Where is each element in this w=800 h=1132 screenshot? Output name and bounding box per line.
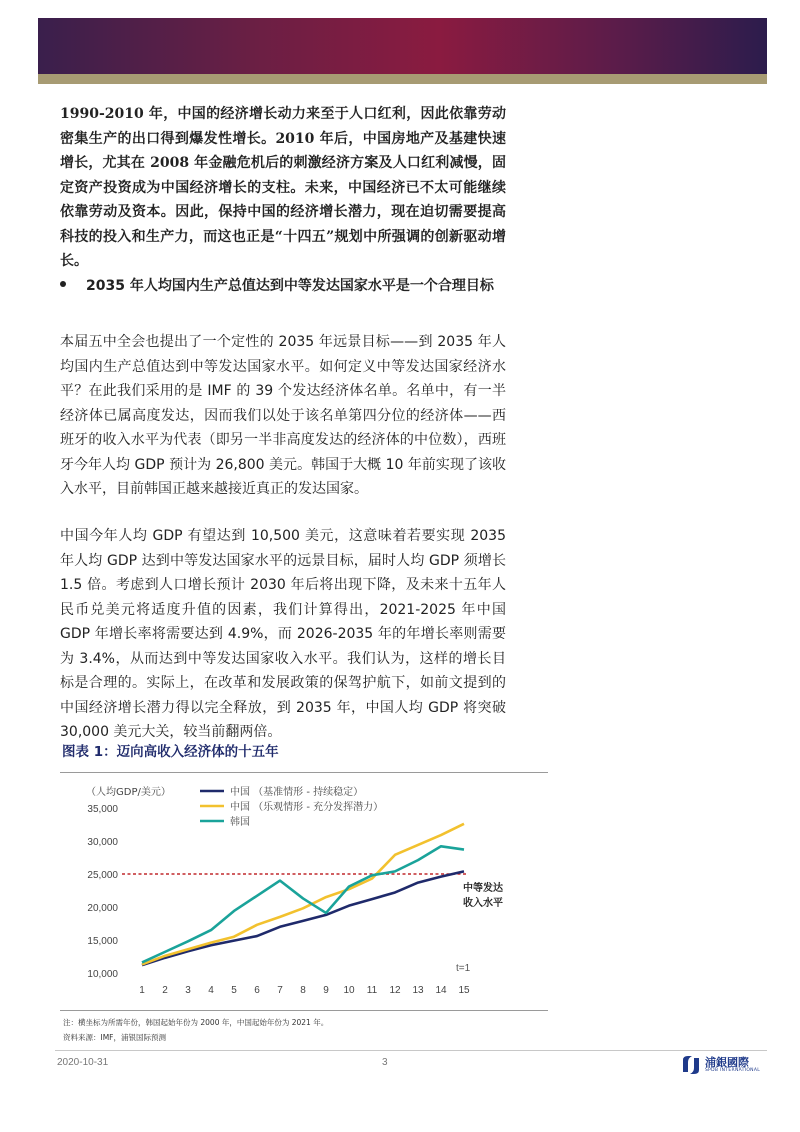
bullet-dot	[60, 281, 66, 287]
series-line-china_base	[142, 871, 464, 965]
x-tick-label: 2	[162, 985, 168, 996]
section-bullet-heading: 2035 年人均国内生产总值达到中等发达国家水平是一个合理目标	[86, 278, 494, 294]
x-tick-label: 4	[208, 985, 214, 996]
series-line-china_optimistic	[142, 824, 464, 965]
series-line-korea	[142, 846, 464, 962]
legend-label-china_optimistic: 中国 （乐观情形 - 充分发挥潜力）	[230, 802, 384, 813]
y-tick-label: 35,000	[87, 804, 118, 815]
spdb-logo-icon	[680, 1054, 702, 1076]
legend-label-korea: 韩国	[230, 817, 250, 828]
x-tick-label: 5	[231, 985, 237, 996]
x-tick-label: 14	[435, 985, 447, 996]
x-tick-label: 8	[300, 985, 306, 996]
figure-note: 注：横坐标为所需年份，韩国起始年份为 2000 年，中国起始年份为 2021 年。	[63, 1018, 329, 1027]
x-tick-label: 11	[366, 985, 378, 996]
x-tick-label: 7	[277, 985, 283, 996]
x-tick-label: 1	[139, 985, 145, 996]
x-tick-label: 3	[185, 985, 191, 996]
x-tick-label: 6	[254, 985, 260, 996]
x-tick-label: 15	[458, 985, 470, 996]
y-tick-label: 30,000	[87, 837, 118, 848]
y-axis-label: （人均GDP/美元）	[86, 787, 171, 798]
footer-rule	[55, 1050, 767, 1051]
logo-text-en: SPDB INTERNATIONAL	[705, 1068, 761, 1073]
logo-text-cn: 浦銀國際	[705, 1056, 749, 1069]
figure-title: 图表 1：迈向高收入经济体的十五年	[62, 744, 279, 760]
figure-bottom-rule	[60, 1010, 548, 1011]
paragraph-intro: 1990-2010 年，中国的经济增长动力来至于人口红利，因此依靠劳动密集生产的出口得到爆发性增长。2010 年后，中国房地产及基建快速增长，尤其在 2008 年金融危机后的刺激经济方案及人口红利减慢，固定资产投资成为中国经济增长的支柱。未来，中国经济已不太可能继续依靠劳动及资本。因此，保持中国的经济增长潜力，现在迫切需要提高科技的投入和生产力，而这也正是“十四五”规划中所强调的创新驱动增长。	[60, 106, 506, 269]
spdb-logo	[680, 1054, 770, 1076]
paragraph-forecast: 中国今年人均 GDP 有望达到 10,500 美元，这意味着若要实现 2035 年人均 GDP 达到中等发达国家水平的远景目标，届时人均 GDP 须增长 1.5 倍。考虑到人口增长预计 2030 年后将出现下降，及未来十五年人民币兑美元将适度升值的因素，我们计算得出，2021-2025 年中国 GDP 年增长率将需要达到 4.9%，而 2026-2035 年的年增长率则需要为 3.4%，从而达到中等发达国家收入水平。我们认为，这样的增长目标是合理的。实际上，在改革和发展政策的保驾护航下，如前文提到的中国经济增长潜力得以完全释放，到 2035 年，中国人均 GDP 将突破 30,000 美元大关，较当前翻两倍。	[60, 528, 506, 740]
threshold-label: 中等发达	[463, 883, 503, 894]
x-tick-label: 12	[389, 985, 401, 996]
y-tick-label: 15,000	[87, 936, 118, 947]
y-tick-label: 25,000	[87, 870, 118, 881]
gdp-line-chart	[60, 775, 550, 1007]
figure-source: 资料来源：IMF，浦银国际预测	[63, 1033, 166, 1042]
x-tick-label: 13	[412, 985, 424, 996]
x-end-label: t=1	[456, 963, 471, 974]
threshold-label-line2: 收入水平	[463, 898, 503, 909]
x-tick-label: 10	[343, 985, 355, 996]
y-tick-label: 10,000	[87, 969, 118, 980]
x-tick-label: 9	[323, 985, 329, 996]
y-tick-label: 20,000	[87, 903, 118, 914]
header-banner	[38, 18, 767, 74]
header-stripe	[38, 74, 767, 84]
figure-top-rule	[60, 772, 548, 773]
page-number: 3	[382, 1057, 388, 1068]
paragraph-target: 本届五中全会也提出了一个定性的 2035 年远景目标——到 2035 年人均国内生产总值达到中等发达国家水平。如何定义中等发达国家经济水平？在此我们采用的是 IMF 的 39 个发达经济体名单。名单中，有一半经济体已属高度发达，因而我们以处于该名单第四分位的经济体——西班牙的收入水平为代表（即另一半非高度发达的经济体的中位数），西班牙今年人均 GDP 预计为 26,800 美元。韩国于大概 10 年前实现了该收入水平，目前韩国正越来越接近真正的发达国家。	[60, 334, 506, 497]
footer-date: 2020-10-31	[57, 1057, 109, 1068]
legend-label-china_base: 中国 （基准情形 - 持续稳定）	[230, 787, 364, 798]
